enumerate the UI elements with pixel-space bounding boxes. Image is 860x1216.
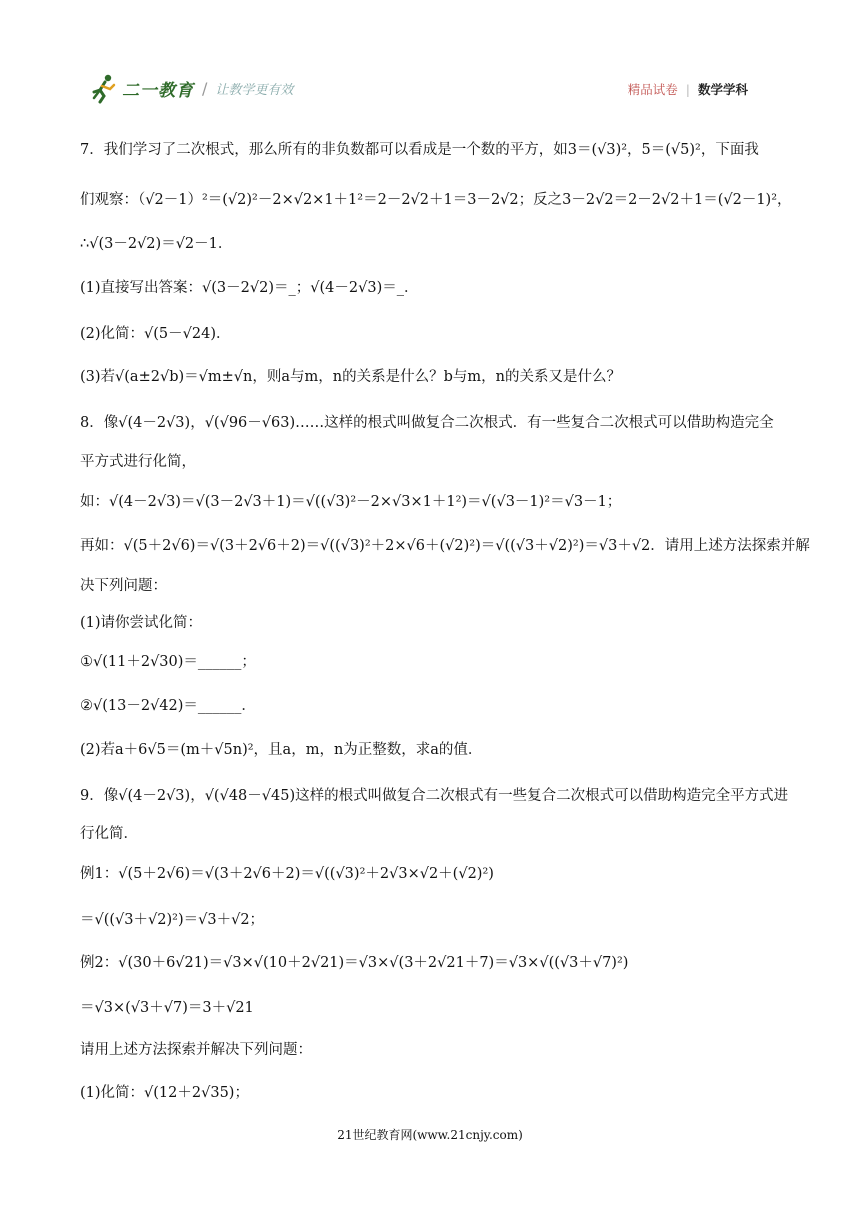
q8-line-5: 决下列问题： xyxy=(80,578,167,594)
q9-example-1a: 例1：√(5＋2√6)＝√(3＋2√6＋2)＝√((√3)²＋2√3×√2＋(√2)²) xyxy=(80,866,494,882)
logo-divider: / xyxy=(202,78,208,98)
q8-example-2: 再如：√(5＋2√6)＝√(3＋2√6＋2)＝√((√3)²＋2×√6＋(√2)²)＝√((√3＋√2)²)＝√3＋√2．请用上述方法探索并解 xyxy=(80,538,810,554)
runner-logo-icon xyxy=(88,72,120,104)
q7-part-3: (3)若√(a±2√b)＝√m±√n，则a与m，n的关系是什么？b与m，n的关系又是什么？ xyxy=(80,369,621,385)
tag-separator: | xyxy=(685,81,690,97)
q9-line-2: 行化简． xyxy=(80,826,138,842)
q9-example-2b: ＝√3×(√3＋√7)＝3＋√21 xyxy=(80,1000,254,1016)
page-footer: 21世纪教育网(www.21cnjy.com) xyxy=(337,1128,523,1142)
q9-instruction: 请用上述方法探索并解决下列问题： xyxy=(80,1042,312,1058)
q9-example-2a: 例2：√(30＋6√21)＝√3×√(10＋2√21)＝√3×√(3＋2√21＋7)＝√3×√((√3＋√7)²) xyxy=(80,955,629,971)
q8-part-1-item-2: ②√(13－2√42)＝______． xyxy=(80,698,256,714)
q9-line-1: 9．像√(4－2√3)，√(√48－√45)这样的根式叫做复合二次根式有一些复合二次根式可以借助构造完全平方式进 xyxy=(80,788,789,804)
q8-line-2: 平方式进行化简， xyxy=(80,454,196,470)
header-tags xyxy=(628,80,748,98)
tag-subject: 数学学科 xyxy=(697,82,748,97)
q7-line-3: ∴√(3－2√2)＝√2－1． xyxy=(80,236,233,252)
logo-slogan: 让教学更有效 xyxy=(215,82,294,98)
q8-line-1: 8．像√(4－2√3)，√(√96－√63)……这样的根式叫做复合二次根式．有一些复合二次根式可以借助构造完全 xyxy=(80,415,774,431)
q8-example-1: 如：√(4－2√3)＝√(3－2√3＋1)＝√((√3)²－2×√3×1＋1²)＝√(√3－1)²＝√3－1； xyxy=(80,494,622,510)
q8-part-2: (2)若a＋6√5＝(m＋√5n)²，且a，m，n为正整数，求a的值． xyxy=(80,742,483,758)
q7-line-1: 7．我们学习了二次根式，那么所有的非负数都可以看成是一个数的平方，如3＝(√3)²，5＝(√5)²，下面我 xyxy=(80,142,759,158)
q7-part-2: (2)化简：√(5－√24)． xyxy=(80,326,231,342)
page-header xyxy=(88,70,748,106)
logo-text: 二一教育 xyxy=(122,80,194,101)
q8-part-1: (1)请你尝试化简： xyxy=(80,615,203,631)
tag-premium-exam: 精品试卷 xyxy=(627,82,678,97)
brand-logo xyxy=(88,70,293,106)
q9-part-1: (1)化简：√(12＋2√35)； xyxy=(80,1085,249,1101)
q7-line-2: 们观察：（√2－1）²＝(√2)²－2×√2×1＋1²＝2－2√2＋1＝3－2√2；反之3－2√2＝2－2√2＋1＝(√2－1)²， xyxy=(80,192,792,208)
q8-part-1-item-1: ①√(11＋2√30)＝______； xyxy=(80,654,256,670)
q9-example-1b: ＝√((√3＋√2)²)＝√3＋√2； xyxy=(80,912,265,928)
q7-part-1: (1)直接写出答案：√(3－2√2)＝_；√(4－2√3)＝_． xyxy=(80,280,419,296)
